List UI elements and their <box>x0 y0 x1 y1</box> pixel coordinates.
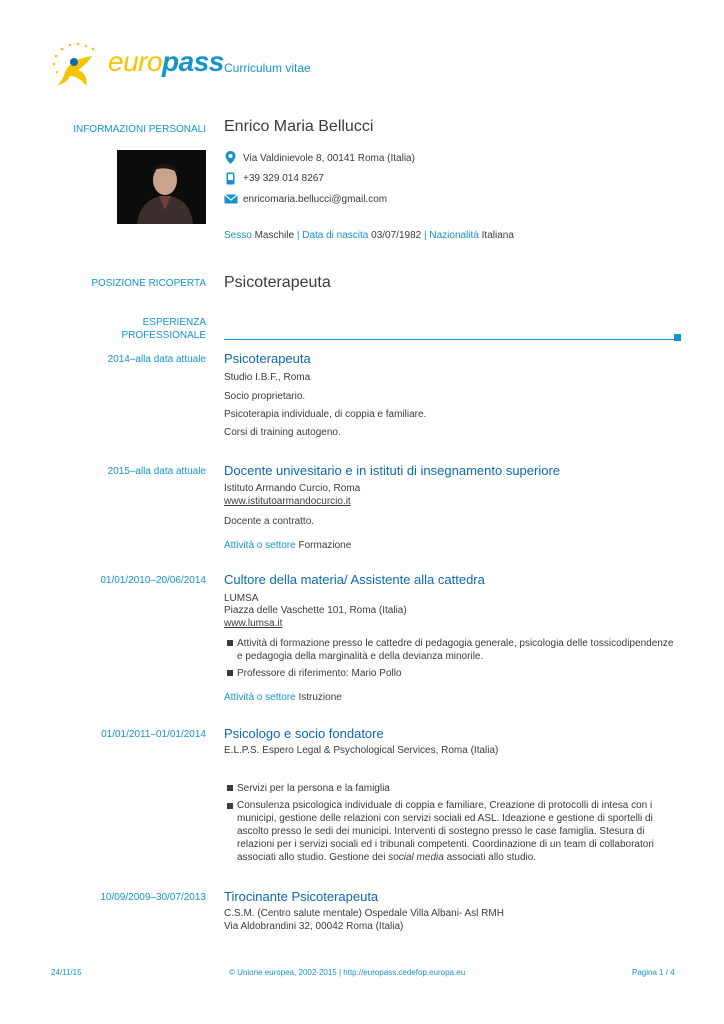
job-employer: E.L.P.S. Espero Legal & Psychological Services, Roma (Italia) <box>224 745 499 756</box>
separator: | <box>424 230 427 241</box>
footer-copyright: © Unione europea, 2002-2015 | http://europass.cedefop.europa.eu <box>229 968 466 977</box>
logo-text-pass: pass <box>162 46 224 77</box>
location-icon <box>225 151 236 164</box>
job-title: Tirocinante Psicoterapeuta <box>224 889 379 904</box>
address: Via Valdinievole 8, 00141 Roma (Italia) <box>243 153 415 164</box>
nationality-value: Italiana <box>481 230 514 241</box>
bullet-text: Servizi per la persona e la famiglia <box>237 783 390 794</box>
job-link[interactable]: www.istitutoarmandocurcio.it <box>224 496 351 507</box>
job-employer: Istituto Armando Curcio, Roma <box>224 483 361 494</box>
job-employer: Studio I.B.F., Roma <box>224 372 311 383</box>
bullet-text: Professore di riferimento: Mario Pollo <box>237 668 402 679</box>
birth-value: 03/07/1982 <box>371 230 422 241</box>
sector-value: Istruzione <box>298 692 342 703</box>
job-title: Psicologo e socio fondatore <box>224 726 384 741</box>
job-dates: 2015–alla data attuale <box>107 466 206 477</box>
nationality-label: Nazionalità <box>429 230 479 241</box>
sector-label: Attività o settore <box>224 540 296 551</box>
job-line: Corsi di training autogeno. <box>224 427 341 438</box>
bullet-marker <box>227 670 233 676</box>
experience-label: ESPERIENZA PROFESSIONALE <box>121 317 206 341</box>
logo-text-euro: euro <box>108 46 163 77</box>
birth-label: Data di nascita <box>302 230 369 241</box>
section-divider-marker <box>674 334 681 341</box>
personal-details <box>224 229 514 242</box>
sex-value: Maschile <box>254 230 295 241</box>
bullet-text: Attività di formazione presso le cattedre di pedagogia generale, psicologia delle tossicodipendenze e pedagogia della marginalità e della devianza minorile. <box>237 638 674 662</box>
doc-type: Curriculum vitae <box>224 61 311 75</box>
phone-icon <box>226 172 235 185</box>
bullet-marker <box>227 803 233 809</box>
job-dates: 01/01/2010–20/06/2014 <box>100 575 206 586</box>
email[interactable]: enricomaria.bellucci@gmail.com <box>243 194 388 205</box>
job-employer-address: Piazza delle Vaschette 101, Roma (Italia) <box>224 605 407 616</box>
position-value: Psicoterapeuta <box>224 274 331 291</box>
job-dates: 2014–alla data attuale <box>107 354 206 365</box>
position-label: POSIZIONE RICOPERTA <box>91 278 206 289</box>
job-line: Socio proprietario. <box>224 391 306 402</box>
job-title: Psicoterapeuta <box>224 351 311 366</box>
personal-info-label: INFORMAZIONI PERSONALI <box>73 124 206 135</box>
footer-page: Pagina 1 / 4 <box>632 968 675 977</box>
job-sector <box>224 539 351 552</box>
bullet-text: Consulenza psicologica individuale di coppia e familiare, Creazione di protocolli di intesa con i municipi, gestione delle relazioni con servizi sociali ed ASL. Ideazione e gestione di sportelli di ascolto presso le sedi dei municipi. Interventi di sostegno presso le case famiglia. Stesura di relazioni per i servizi sociali ed i tribunali competenti. Coordinazione di un team di collaboratori associati allo studio. Gestione dei social media associati allo studio. <box>237 800 654 863</box>
sector-label: Attività o settore <box>224 692 296 703</box>
bullet-marker <box>227 640 233 646</box>
section-divider <box>224 339 674 340</box>
job-title: Cultore della materia/ Assistente alla cattedra <box>224 572 485 587</box>
profile-photo <box>117 150 206 224</box>
job-title: Docente univesitario e in istituti di insegnamento superiore <box>224 463 561 478</box>
job-employer: LUMSA <box>224 593 259 604</box>
email-icon <box>224 194 238 204</box>
job-line: Docente a contratto. <box>224 516 315 527</box>
job-sector <box>224 691 342 704</box>
bullet-marker <box>227 785 233 791</box>
footer-date: 24/11/15 <box>51 968 82 977</box>
sector-value: Formazione <box>298 540 352 551</box>
sex-label: Sesso <box>224 230 252 241</box>
job-employer-address: Via Aldobrandini 32, 00042 Roma (Italia) <box>224 921 404 932</box>
job-link[interactable]: www.lumsa.it <box>224 618 283 629</box>
phone: +39 329 014 8267 <box>243 173 324 184</box>
person-name: Enrico Maria Bellucci <box>224 118 374 135</box>
job-dates: 01/01/2011–01/01/2014 <box>101 729 206 740</box>
job-employer: C.S.M. (Centro salute mentale) Ospedale Villa Albani- Asl RMH <box>224 908 504 919</box>
europass-figure-icon <box>48 40 114 90</box>
separator: | <box>296 230 300 241</box>
job-line: Psicoterapia individuale, di coppia e familiare. <box>224 409 427 420</box>
europass-logo <box>48 40 224 90</box>
job-dates: 10/09/2009–30/07/2013 <box>100 892 206 903</box>
